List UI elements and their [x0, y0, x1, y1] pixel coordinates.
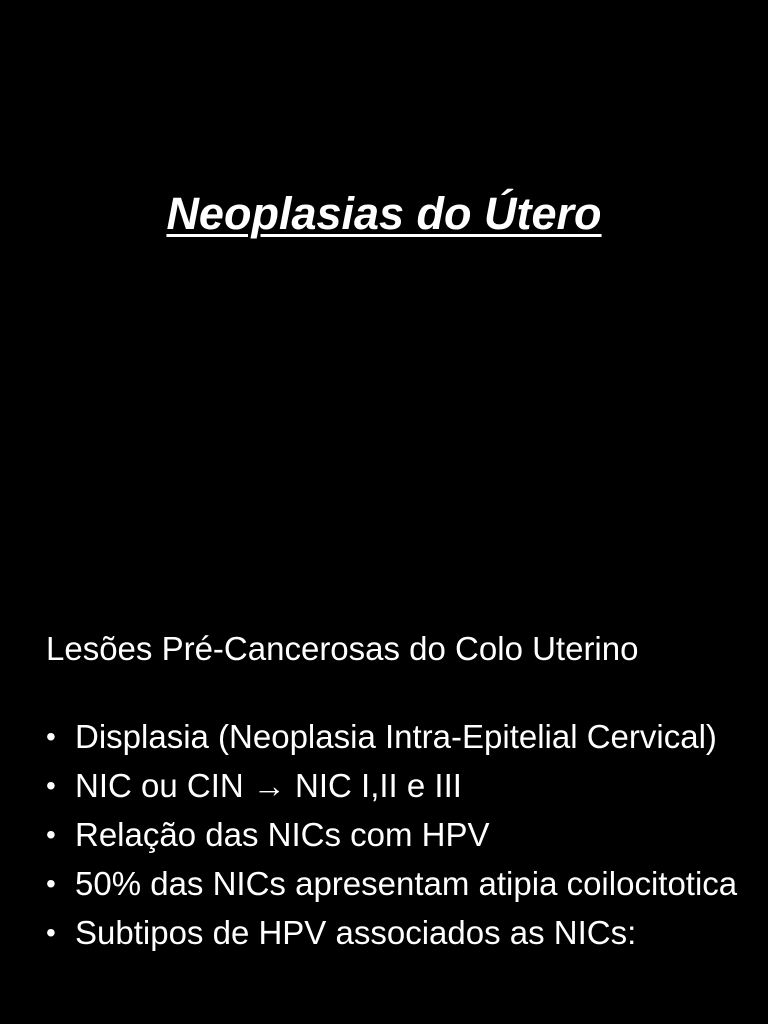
slide-subtitle: Lesões Pré-Cancerosas do Colo Uterino — [46, 630, 639, 667]
list-item — [46, 912, 746, 953]
bullet-icon: • — [46, 770, 56, 801]
bullet-text: Subtipos de HPV associados as NICs: — [75, 914, 637, 951]
bullet-icon: • — [46, 721, 56, 752]
bullet-icon: • — [46, 819, 56, 850]
bullet-icon: • — [46, 868, 56, 899]
list-item — [46, 814, 746, 855]
bullet-icon: • — [46, 917, 56, 948]
list-item — [46, 716, 746, 757]
bullet-text: Relação das NICs com HPV — [75, 816, 490, 853]
bullet-list — [46, 716, 746, 961]
list-item — [46, 765, 746, 806]
bullet-text: 50% das NICs apresentam atipia coilocitotica — [75, 865, 738, 902]
slide-title: Neoplasias do Útero — [166, 188, 602, 239]
list-item — [46, 863, 746, 904]
bullet-text: Displasia (Neoplasia Intra-Epitelial Cervical) — [75, 718, 717, 755]
bullet-text: NIC ou CIN → NIC I,II e III — [75, 767, 462, 804]
